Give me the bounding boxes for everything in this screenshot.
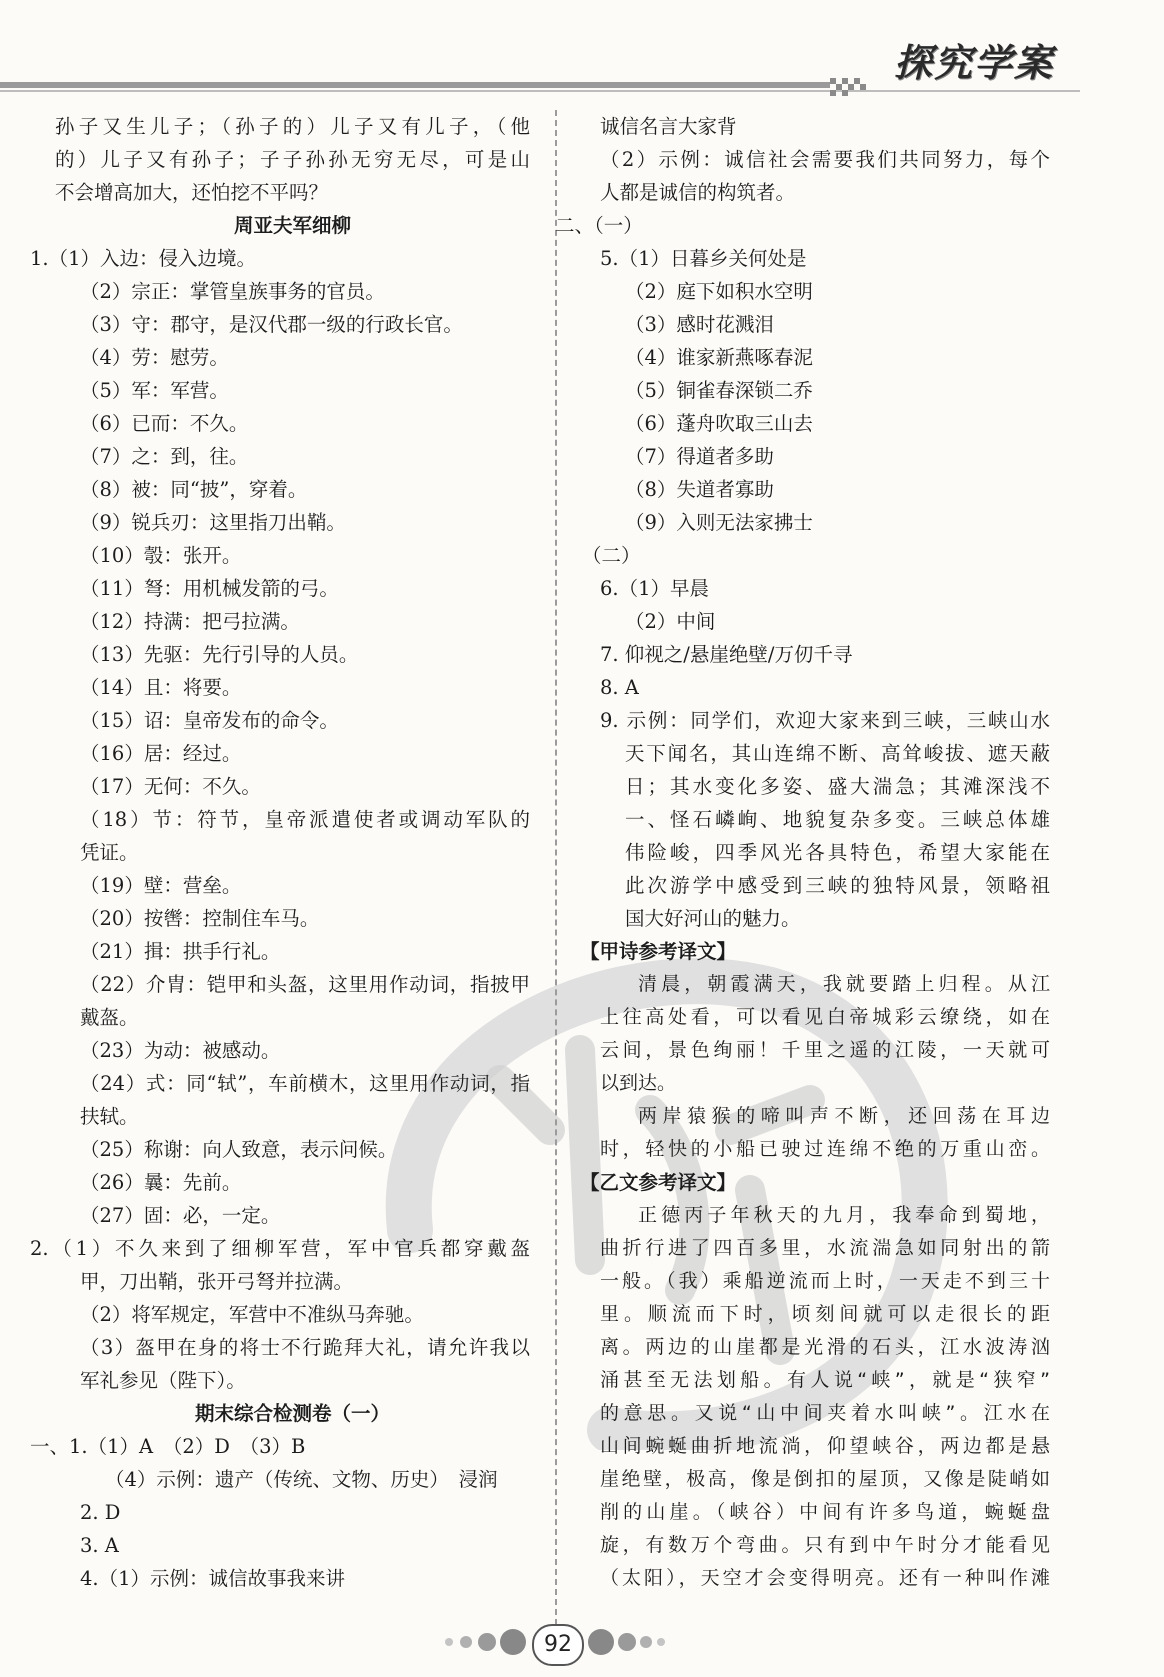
answer-item: 6.（1）早晨 (600, 577, 710, 600)
answer-item: （25）称谢：向人致意，表示问候。 (80, 1138, 398, 1161)
answer-item: （23）为动：被感动。 (80, 1039, 281, 1062)
answer-item: （2）将军规定，军营中不准纵马奔驰。 (80, 1303, 424, 1326)
answer-item-cont: 戴盔。 (80, 1006, 139, 1029)
answer-item: 诚信名言大家背 (600, 115, 737, 138)
translation-heading-poem: 【甲诗参考译文】 (580, 940, 737, 963)
footer-dot (640, 1636, 652, 1648)
translation-line: 一般。（我）乘船逆流而上时，一天走不到三十 (600, 1270, 1050, 1292)
answer-item: （18）节：符节，皇帝派遣使者或调动军队的 (80, 808, 530, 831)
translation-line: 以到达。 (600, 1072, 677, 1094)
header-title: 探究学案 (893, 41, 1054, 85)
translation-line: 两岸猿猴的啼叫声不断，还回荡在耳边 (638, 1105, 1050, 1127)
footer-dot (618, 1633, 636, 1651)
answer-item: （6）蓬舟吹取三山去 (625, 412, 813, 435)
translation-line: 曲折行进了四百多里，水流湍急如同射出的箭 (600, 1237, 1050, 1259)
answer-item: 一、1.（1）A （2）D （3）B (30, 1435, 306, 1458)
answer-item: （8）失道者寡助 (625, 478, 774, 501)
answer-item: （13）先驱：先行引导的人员。 (80, 643, 359, 666)
answer-paragraph-line: 一、怪石嶙峋、地貌复杂多变。三峡总体雄 (625, 808, 1050, 831)
answer-item: （6）已而：不久。 (80, 412, 249, 435)
answer-item: （5）军：军营。 (80, 379, 229, 402)
part-heading: 二、（一） (555, 214, 643, 237)
translation-line: 旋，有数万个弯曲。只有到中午时分才能看见 (600, 1534, 1050, 1556)
answer-item: （3）守：郡守，是汉代郡一级的行政长官。 (80, 313, 463, 336)
answer-item: （8）被：同“披”，穿着。 (80, 478, 308, 501)
answer-item: 7. 仰视之/悬崖绝壁/万仞千寻 (600, 643, 853, 666)
answer-item: （7）得道者多助 (625, 445, 774, 468)
answer-item: （10）彀：张开。 (80, 544, 242, 567)
answer-paragraph-line: 国大好河山的魅力。 (625, 907, 801, 930)
answer-item: （2）示例：诚信社会需要我们共同努力，每个 (600, 148, 1050, 171)
translation-line: 的意思。又说“山中间夹着水叫峡”。江水在 (600, 1402, 1050, 1424)
answer-item-cont: 军礼参见（陛下）。 (80, 1369, 246, 1392)
footer-dot (657, 1638, 665, 1646)
answer-paragraph-line: 伟险峻，四季风光各具特色，希望大家能在 (625, 841, 1050, 864)
answer-item: 4.（1）示例：诚信故事我来讲 (80, 1567, 346, 1590)
page-footer (0, 1620, 1164, 1670)
answer-item: （19）壁：营垒。 (80, 874, 242, 897)
translation-line: 削的山崖。（峡谷）中间有许多鸟道，蜿蜒盘 (600, 1501, 1050, 1523)
body-line: 不会增高加大，还怕挖不平吗？ (55, 181, 329, 204)
answer-item: （24）式：同“轼”，车前横木，这里用作动词，指 (80, 1072, 530, 1095)
translation-line: 崖绝壁，极高，像是倒扣的屋顶，又像是陡峭如 (600, 1468, 1050, 1490)
footer-dot (500, 1629, 526, 1655)
translation-heading-prose: 【乙文参考译文】 (580, 1171, 737, 1194)
answer-item: （3）感时花溅泪 (625, 313, 774, 336)
answer-item-cont: 人都是诚信的构筑者。 (600, 181, 796, 204)
translation-line: 云间，景色绚丽！千里之遥的江陵，一天就可 (600, 1039, 1050, 1061)
translation-line: 清晨，朝霞满天，我就要踏上归程。从江 (638, 973, 1050, 995)
translation-line: 上往高处看，可以看见白帝城彩云缭绕，如在 (600, 1006, 1050, 1028)
answer-item: （4）示例：遗产（传统、文物、历史） 浸润 (105, 1468, 498, 1491)
answer-item: 5.（1）日暮乡关何处是 (600, 247, 807, 270)
answer-item: （2）中间 (625, 610, 716, 633)
answer-item: （2）宗正：掌管皇族事务的官员。 (80, 280, 385, 303)
answer-item: （4）谁家新燕啄春泥 (625, 346, 813, 369)
answer-item: （12）持满：把弓拉满。 (80, 610, 300, 633)
answer-item-cont: 凭证。 (80, 841, 139, 864)
answer-item: （11）弩：用机械发箭的弓。 (80, 577, 339, 600)
translation-line: 里。顺流而下时，顷刻间就可以走很长的距 (600, 1303, 1050, 1325)
translation-line: （太阳），天空才会变得明亮。还有一种叫作滩 (600, 1567, 1050, 1589)
header-rule (0, 82, 830, 88)
footer-dot (588, 1629, 614, 1655)
translation-line: 离。两边的山崖都是光滑的石头，江水波涛汹 (600, 1336, 1050, 1358)
answer-item: （5）铜雀春深锁二乔 (625, 379, 813, 402)
answer-item: （26）曩：先前。 (80, 1171, 242, 1194)
answer-item: 1.（1）入边：侵入边境。 (30, 247, 257, 270)
answer-paragraph-line: 日；其水变化多姿、盛大湍急；其滩深浅不 (625, 775, 1050, 798)
body-line: 的）儿子又有孙子；子子孙孙无穷无尽，可是山 (55, 148, 530, 171)
body-line: 孙子又生儿子；（孙子的）儿子又有儿子，（他 (55, 115, 530, 138)
answer-item: （27）固：必，一定。 (80, 1204, 281, 1227)
answer-item: （14）且：将要。 (80, 676, 242, 699)
answer-item: （21）揖：拱手行礼。 (80, 940, 281, 963)
footer-dot (460, 1636, 472, 1648)
answer-item: 8. A (600, 676, 639, 699)
answer-item-cont: 甲，刀出鞘，张开弓弩并拉满。 (80, 1270, 354, 1293)
answer-item: 2. D (80, 1501, 121, 1524)
answer-item: （15）诏：皇帝发布的命令。 (80, 709, 339, 732)
column-divider (555, 110, 557, 1625)
answer-item: （7）之：到，往。 (80, 445, 249, 468)
section-title: 期末综合检测卷（一） (194, 1402, 390, 1425)
translation-line: 涌甚至无法划船。有人说“峡”，就是“狭窄” (600, 1369, 1050, 1391)
left-column (30, 110, 530, 1595)
answer-item: （2）庭下如积水空明 (625, 280, 813, 303)
translation-line: 正德丙子年秋天的九月，我奉命到蜀地， (638, 1204, 1050, 1226)
footer-dot (478, 1633, 496, 1651)
answer-item: （9）锐兵刃：这里指刀出鞘。 (80, 511, 346, 534)
translation-line: 山间蜿蜒曲折地流淌，仰望峡谷，两边都是悬 (600, 1435, 1050, 1457)
answer-item: （22）介胄：铠甲和头盔，这里用作动词，指披甲 (80, 973, 530, 996)
answer-item: 3. A (80, 1534, 119, 1557)
answer-item: （3）盔甲在身的将士不行跪拜大礼，请允许我以 (80, 1336, 530, 1359)
answer-paragraph-line: 此次游学中感受到三峡的独特风景，领略祖 (625, 874, 1050, 897)
right-column (555, 110, 1050, 1595)
answer-item: （4）劳：慰劳。 (80, 346, 229, 369)
answer-paragraph-line: 天下闻名，其山连绵不断、高耸峻拔、遮天蔽 (625, 742, 1050, 765)
answer-item: （16）居：经过。 (80, 742, 242, 765)
header-rule-thin (0, 90, 1080, 92)
section-title: 周亚夫军细柳 (233, 214, 351, 237)
answer-item: （20）按辔：控制住车马。 (80, 907, 320, 930)
answer-item: 2.（1）不久来到了细柳军营，军中官兵都穿戴盔 (30, 1237, 530, 1260)
footer-dot (445, 1638, 453, 1646)
translation-line: 时，轻快的小船已驶过连绵不绝的万重山峦。 (600, 1138, 1050, 1160)
answer-paragraph-line: 9. 示例：同学们，欢迎大家来到三峡，三峡山水 (600, 709, 1050, 732)
answer-item: （9）入则无法家拂士 (625, 511, 813, 534)
page-number: 92 (532, 1624, 584, 1666)
part-heading: （二） (582, 544, 641, 567)
answer-item-cont: 扶轼。 (80, 1105, 139, 1128)
answer-item: （17）无何：不久。 (80, 775, 261, 798)
